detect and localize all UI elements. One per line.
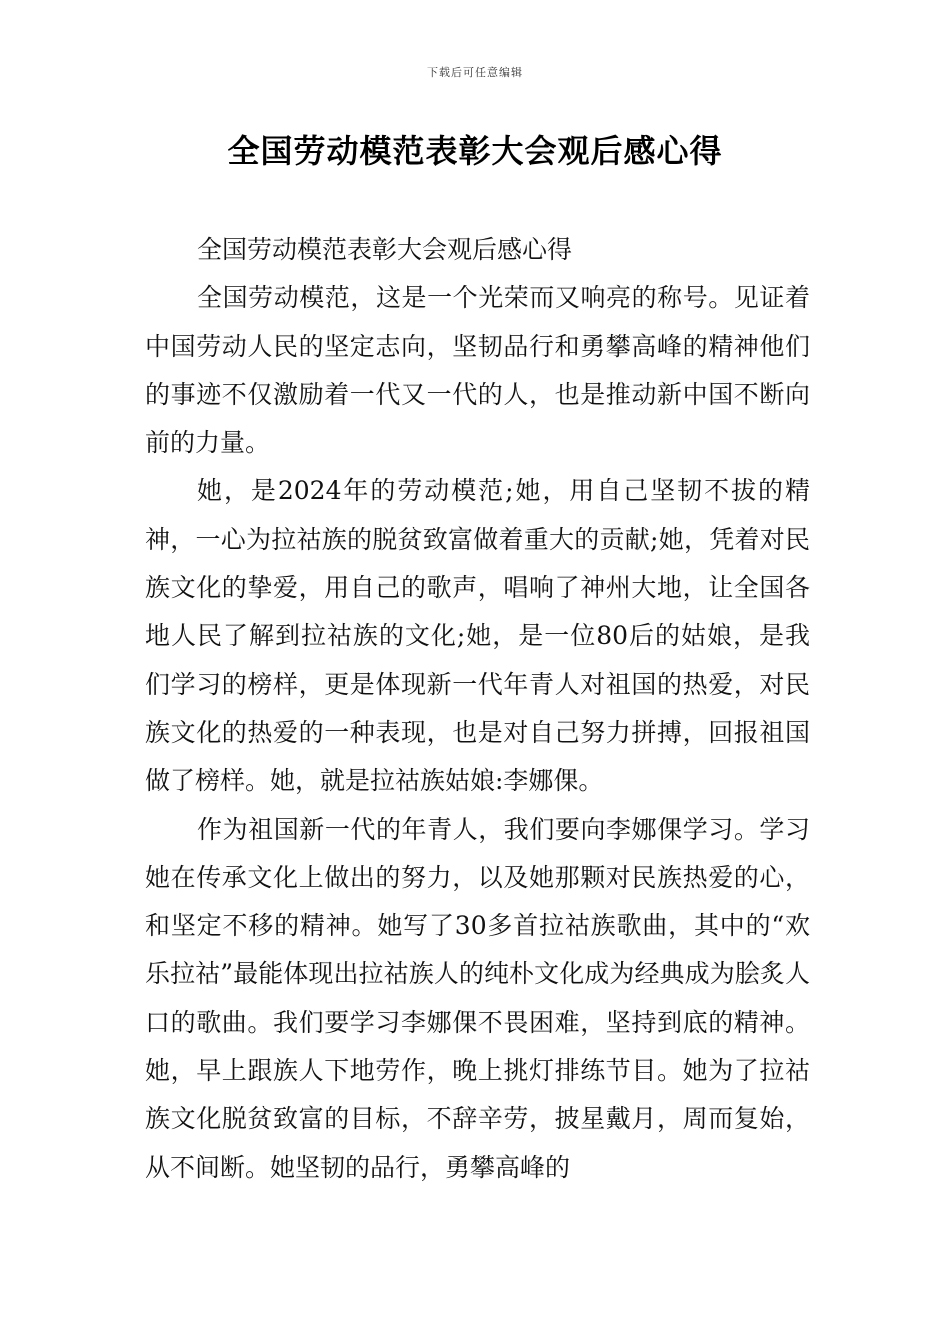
paragraph-subtitle: 全国劳动模范表彰大会观后感心得 — [197, 235, 573, 264]
paragraph-intro: 全国劳动模范，这是一个光荣而又响亮的称号。见证着中国劳动人民的坚定志向，坚韧品行和勇攀高峰的精神他们的事迹不仅激励着一代又一代的人，也是推动新中国不断向前的力量。 — [145, 283, 810, 458]
document-title: 全国劳动模范表彰大会观后感心得 — [227, 132, 723, 170]
document-body — [145, 226, 810, 1192]
paragraph-learning: 作为祖国新一代的年青人，我们要向李娜倮学习。学习她在传承文化上做出的努力，以及她那颗对民族热爱的心，和坚定不移的精神。她写了30多首拉祜族歌曲，其中的“欢乐拉祜”最能体现出拉祜族人的纯朴文化成为经典成为脍炙人口的歌曲。我们要学习李娜倮不畏困难，坚持到底的精神。她，早上跟族人下地劳作，晚上挑灯排练节目。她为了拉祜族文化脱贫致富的目标，不辞辛劳，披星戴月，周而复始，从不间断。她坚韧的品行，勇攀高峰的 — [145, 814, 810, 1182]
paragraph-li-naluo: 她，是2024年的劳动模范;她，用自己坚韧不拔的精神，一心为拉祜族的脱贫致富做着重大的贡献;她，凭着对民族文化的挚爱，用自己的歌声，唱响了神州大地，让全国各地人民了解到拉祜族的文化;她，是一位80后的姑娘，是我们学习的榜样，更是体现新一代年青人对祖国的热爱，对民族文化的热爱的一种表现，也是对自己努力拼搏，回报祖国做了榜样。她，就是拉祜族姑娘:李娜倮。 — [145, 476, 810, 796]
page-header-note: 下载后可任意编辑 — [427, 66, 523, 79]
